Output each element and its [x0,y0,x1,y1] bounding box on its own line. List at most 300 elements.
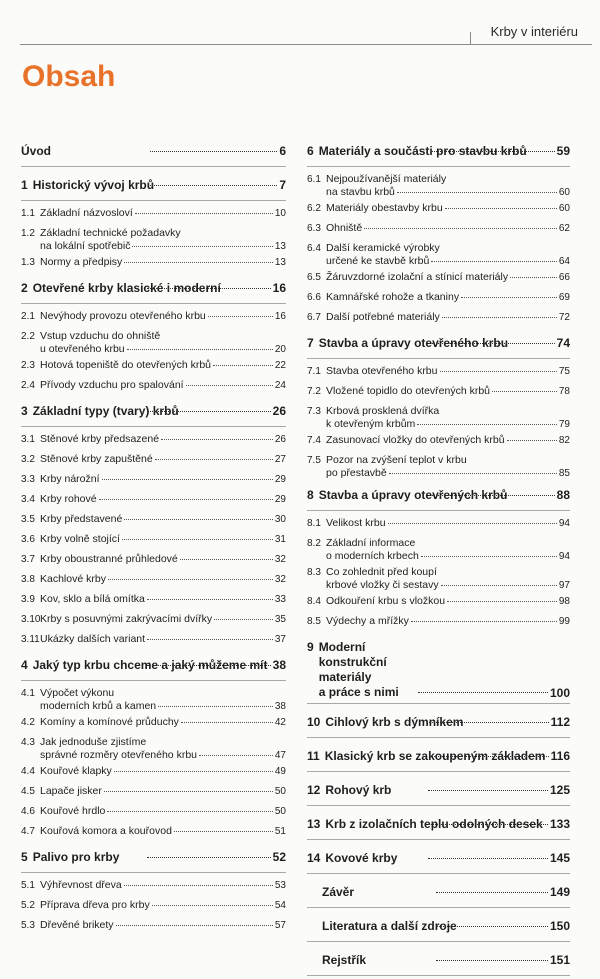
section-gap [307,945,570,953]
dot-leader [507,440,557,441]
entry-title: Velikost krbu [326,517,386,529]
entry-page-number: 60 [558,187,570,198]
toc-entry-row[interactable] [307,219,570,239]
entry-page-number: 37 [274,634,286,645]
chapter-title-wrap [307,749,546,763]
chapter-number: 11 [307,749,320,763]
entry-page-number: 50 [274,806,286,817]
toc-entry-row[interactable] [307,451,570,480]
dot-leader [147,639,273,640]
entry-title: Materiály obestavby krbu [326,202,443,214]
entry-line [326,467,570,480]
entry-body [326,222,570,235]
dot-leader [436,926,548,927]
entry-title: Krby oboustranné průhledové [40,553,178,565]
toc-entry-row[interactable] [21,570,286,590]
dot-leader [116,925,273,926]
chapter-title: Rohový krb [325,783,392,797]
entry-number: 2.1 [21,311,35,322]
toc-entry-row[interactable] [307,563,570,592]
entry-page-number: 78 [558,386,570,397]
dot-leader [107,811,273,812]
entry-number: 3.5 [21,514,35,525]
toc-entry-row[interactable] [21,470,286,490]
entry-number: 8.1 [307,518,321,529]
header-rule [20,44,592,45]
chapter-number: 5 [21,850,28,864]
chapter-page-number: 116 [550,749,571,763]
dot-leader [411,621,557,622]
entry-title: Lapače jisker [40,785,102,797]
entry-line [40,473,286,486]
entry-page-number: 33 [274,594,286,605]
entry-line [40,343,286,356]
entry-line [40,613,286,626]
entry-body [40,359,286,372]
chapter-title-wrap [307,640,416,700]
toc-chapter-row[interactable] [307,783,570,802]
entry-page-number: 85 [558,468,570,479]
entry-line [40,379,286,392]
chapter-title: Rejstřík [322,953,367,967]
chapter-page-number: 38 [272,658,287,672]
chapter-page-number: 16 [272,281,287,295]
chapter-title-wrap [307,336,509,350]
toc-entry-row[interactable] [21,224,286,253]
toc-entry-row[interactable] [307,170,570,199]
toc-entry-row[interactable] [21,530,286,550]
toc-entry-row[interactable] [21,490,286,510]
toc-chapter-row[interactable] [21,178,286,197]
toc-entry-row[interactable] [21,876,286,896]
entry-line [40,433,286,446]
toc-entry-row[interactable] [21,822,286,842]
toc-entry-row[interactable] [21,327,286,356]
entry-title: Kamnářské rohože a tkaniny [326,291,460,303]
toc-entry-row[interactable] [307,431,570,451]
section-gap [307,480,570,488]
toc-entry-row[interactable] [21,802,286,822]
toc-entry-row[interactable] [21,713,286,733]
dot-leader [147,599,273,600]
entry-body [326,242,570,268]
entry-title: Přívody vzduchu pro spalování [40,379,184,391]
entry-line [326,550,570,563]
chapter-page-number: 151 [549,953,570,967]
entry-page-number: 16 [274,311,286,322]
entry-number: 4.1 [21,688,35,699]
section-gap [307,328,570,336]
dot-leader [152,905,273,906]
chapter-title-wrap [21,658,268,672]
entry-line [40,573,286,586]
entry-title: správné rozměry otevřeného krbu [40,749,197,761]
toc-entry-row[interactable] [21,356,286,376]
entry-page-number: 20 [274,344,286,355]
dot-leader [432,495,555,496]
entry-body [40,613,286,626]
chapter-title: Literatura a další zdroje [322,919,457,933]
toc-entry-row[interactable] [21,610,286,630]
dot-leader [124,262,273,263]
chapter-number: 1 [21,178,28,192]
dot-leader [208,316,273,317]
toc-entry-row[interactable] [307,268,570,288]
dot-leader [114,771,273,772]
toc-entry-row[interactable] [307,612,570,632]
entry-body [40,227,286,253]
entry-line [40,749,286,762]
entry-title: Stavba otevřeného krbu [326,365,438,377]
entry-number: 1.1 [21,208,35,219]
entry-title: Normy a předpisy [40,256,123,268]
toc-entry-row[interactable] [307,402,570,431]
entry-line [326,615,570,628]
entry-number: 3.4 [21,494,35,505]
entry-body [40,433,286,446]
chapter-page-number: 52 [272,850,287,864]
entry-page-number: 29 [274,474,286,485]
entry-line [326,418,570,431]
entry-line [40,919,286,932]
entry-line [326,595,570,608]
dot-leader [429,722,549,723]
toc-chapter-row[interactable] [21,281,286,300]
entry-body [40,453,286,466]
chapter-number: 13 [307,817,321,831]
entry-body [40,785,286,798]
dot-leader [199,755,273,756]
toc-entry-row[interactable] [307,239,570,268]
chapter-number: 12 [307,783,321,797]
toc-entry-row[interactable] [21,253,286,273]
entry-title: Hotová topeniště do otevřených krbů [40,359,212,371]
chapter-page-number: 149 [549,885,570,899]
chapter-page-number: 125 [549,783,570,797]
chapter-title-wrap [21,178,155,192]
toc-entry-row[interactable] [21,762,286,782]
entry-body [40,633,286,646]
entry-number: 3.7 [21,554,35,565]
dot-leader [510,277,557,278]
toc-entry-row[interactable] [307,288,570,308]
toc-entry-row[interactable] [307,514,570,534]
entry-line [40,825,286,838]
toc-chapter-row[interactable] [307,715,570,734]
entry-number: 4.3 [21,737,35,748]
entry-number: 2.4 [21,380,35,391]
dot-leader [186,385,273,386]
toc-entry-row[interactable] [21,204,286,224]
entry-number: 5.3 [21,920,35,931]
entry-number: 5.2 [21,900,35,911]
dot-leader [429,756,549,757]
chapter-page-number: 133 [549,817,570,831]
page-title: Obsah [22,60,116,93]
toc-chapter-row[interactable] [307,488,570,507]
entry-page-number: 94 [558,551,570,562]
chapter-title-wrap [307,919,457,933]
toc-chapter-row[interactable] [307,817,570,836]
chapter-number: 14 [307,851,321,865]
entry-body [326,202,570,215]
entry-line [40,310,286,323]
toc-entry-row[interactable] [21,916,286,936]
entry-number: 4.6 [21,806,35,817]
chapter-title-wrap [307,851,426,865]
toc-chapter-row[interactable] [307,953,570,972]
dot-leader [417,424,557,425]
toc-chapter-row[interactable] [307,144,570,163]
entry-title: Krby nárožní [40,473,100,485]
toc-entry-row[interactable] [307,382,570,402]
chapter-page-number: 6 [279,144,286,158]
toc-chapter-row[interactable] [307,336,570,355]
entry-number: 8.5 [307,616,321,627]
entry-title: moderních krbů a kamen [40,700,157,712]
dot-leader [436,892,548,893]
entry-line [40,765,286,778]
entry-line [326,255,570,268]
toc-chapter-row[interactable] [307,640,570,700]
entry-body [326,311,570,324]
entry-number: 3.3 [21,474,35,485]
entry-title: k otevřeným krbům [326,418,416,430]
dot-leader [432,151,555,152]
section-gap [307,877,570,885]
entry-page-number: 10 [274,208,286,219]
entry-body [40,207,286,220]
section-gap [307,911,570,919]
entry-number: 5.1 [21,880,35,891]
chapter-page-number: 100 [549,686,570,700]
entry-line [326,579,570,592]
toc-entry-row[interactable] [21,307,286,327]
entry-line [326,242,570,255]
dot-leader [104,791,273,792]
entry-title: Kouřové klapky [40,765,112,777]
chapter-number: 2 [21,281,28,295]
toc-entry-row[interactable] [21,550,286,570]
toc-entry-row[interactable] [21,733,286,762]
chapter-title: Kovové krby [325,851,398,865]
dot-leader [174,831,273,832]
entry-line [326,434,570,447]
dot-leader [442,317,557,318]
dot-leader [436,960,548,961]
dot-leader [492,391,557,392]
entry-number: 3.11 [21,634,40,645]
entry-body [326,173,570,199]
section-gap [21,273,286,281]
chapter-title: Krb z izolačních teplu odolných desek [325,817,543,831]
entry-number: 3.10 [21,614,41,625]
entry-title: Co zohlednit před koupí [326,566,437,578]
dot-leader [421,556,557,557]
entry-body [40,687,286,713]
chapter-title-wrap [21,144,148,158]
entry-title: Stěnové krby zapuštěné [40,453,153,465]
dot-leader [441,585,557,586]
entry-number: 7.2 [307,386,321,397]
entry-title: Komíny a komínové průduchy [40,716,179,728]
dot-leader [147,288,271,289]
toc-entry-row[interactable] [21,590,286,610]
chapter-number: 9 [307,640,314,654]
entry-body [40,310,286,323]
section-gap [307,775,570,783]
entry-line [40,453,286,466]
entry-line [326,537,570,550]
toc-entry-row[interactable] [307,308,570,328]
entry-title: Ohniště [326,222,363,234]
entry-body [40,513,286,526]
toc-entry-row[interactable] [21,684,286,713]
entry-line [326,271,570,284]
entry-line [40,879,286,892]
entry-page-number: 13 [274,257,286,268]
toc-chapter-row[interactable] [21,404,286,423]
entry-number: 3.9 [21,594,35,605]
toc-entry-row[interactable] [21,630,286,650]
dot-leader [124,519,273,520]
entry-body [40,573,286,586]
dot-leader [213,365,273,366]
entry-line [40,785,286,798]
entry-line [326,566,570,579]
entry-page-number: 98 [558,596,570,607]
section-gap [307,707,570,715]
chapter-title: Závěr [322,885,355,899]
entry-line [40,513,286,526]
entry-page-number: 60 [558,203,570,214]
toc-chapter-row[interactable] [307,851,570,870]
entry-number: 7.3 [307,406,321,417]
entry-number: 7.1 [307,366,321,377]
chapter-title-wrap [307,783,426,797]
toc-chapter-row[interactable] [307,885,570,904]
chapter-page-number: 74 [556,336,571,350]
entry-title: Jak jednoduše zjistíme [40,736,147,748]
chapter-page-number: 150 [549,919,570,933]
entry-body [40,379,286,392]
chapter-number: 3 [21,404,28,418]
chapter-title: Úvod [21,144,51,158]
toc-entry-row[interactable] [21,430,286,450]
entry-line [326,454,570,467]
toc-chapter-row[interactable] [21,850,286,869]
entry-title: Kouřová komora a kouřovod [40,825,172,837]
entry-line [40,805,286,818]
toc-chapter-row[interactable] [307,919,570,938]
entry-title: Krby volně stojící [40,533,120,545]
dot-leader [418,692,548,693]
toc-chapter-row[interactable] [21,658,286,677]
entry-title: Dřevěné brikety [40,919,114,931]
dot-leader [180,559,273,560]
entry-number: 6.1 [307,174,321,185]
entry-title: na lokální spotřebič [40,240,131,252]
entry-body [40,899,286,912]
chapter-number: 7 [307,336,314,350]
toc-chapter-row[interactable] [307,749,570,768]
entry-number: 4.7 [21,826,35,837]
entry-page-number: 97 [558,580,570,591]
dot-leader [364,228,557,229]
entry-body [40,493,286,506]
chapter-title-wrap [307,885,434,899]
chapter-title [319,640,416,700]
entry-body [326,434,570,447]
entry-page-number: 32 [274,554,286,565]
entry-number: 4.4 [21,766,35,777]
entry-number: 1.2 [21,228,35,239]
chapter-number: 6 [307,144,314,158]
section-gap [307,741,570,749]
toc-chapter-row[interactable] [21,144,286,163]
entry-body [326,454,570,480]
entry-line [40,593,286,606]
entry-page-number: 50 [274,786,286,797]
entry-number: 3.2 [21,454,35,465]
entry-number: 6.2 [307,203,321,214]
entry-line [40,207,286,220]
entry-title: Výpočet výkonu [40,687,115,699]
toc-entry-row[interactable] [21,510,286,530]
section-gap [21,396,286,404]
entry-line [40,633,286,646]
entry-title: Kouřové hrdlo [40,805,106,817]
entry-title: Krby představené [40,513,123,525]
entry-title: Nejpoužívanější materiály [326,173,447,185]
toc-entry-row[interactable] [307,199,570,219]
toc-entry-row[interactable] [21,896,286,916]
dot-leader [124,885,273,886]
entry-title: Další keramické výrobky [326,242,440,254]
toc-entry-row[interactable] [21,782,286,802]
entry-line [326,202,570,215]
entry-title: Kov, sklo a bílá omítka [40,593,145,605]
entry-page-number: 31 [274,534,286,545]
toc-left-column [21,144,286,936]
entry-title: Stěnové krby předsazené [40,433,160,445]
chapter-title-wrap [307,144,527,158]
dot-leader [397,192,557,193]
entry-line [326,291,570,304]
dot-leader [161,439,273,440]
entry-body [40,593,286,606]
toc-entry-row[interactable] [307,362,570,382]
entry-page-number: 24 [274,380,286,391]
toc-entry-row[interactable] [307,592,570,612]
chapter-title: Stavba a úpravy otevřených krbů [318,488,508,502]
entry-body [40,716,286,729]
chapter-number: 8 [307,488,314,502]
entry-page-number: 51 [274,826,286,837]
entry-page-number: 38 [274,701,286,712]
dot-leader [214,619,273,620]
entry-line [326,365,570,378]
entry-page-number: 82 [558,435,570,446]
toc-entry-row[interactable] [21,376,286,396]
entry-line [40,330,286,343]
entry-page-number: 75 [558,366,570,377]
toc-entry-row[interactable] [307,534,570,563]
toc-entry-row[interactable] [21,450,286,470]
entry-title: Krby rohové [40,493,97,505]
entry-body [40,879,286,892]
chapter-title-wrap [307,817,543,831]
